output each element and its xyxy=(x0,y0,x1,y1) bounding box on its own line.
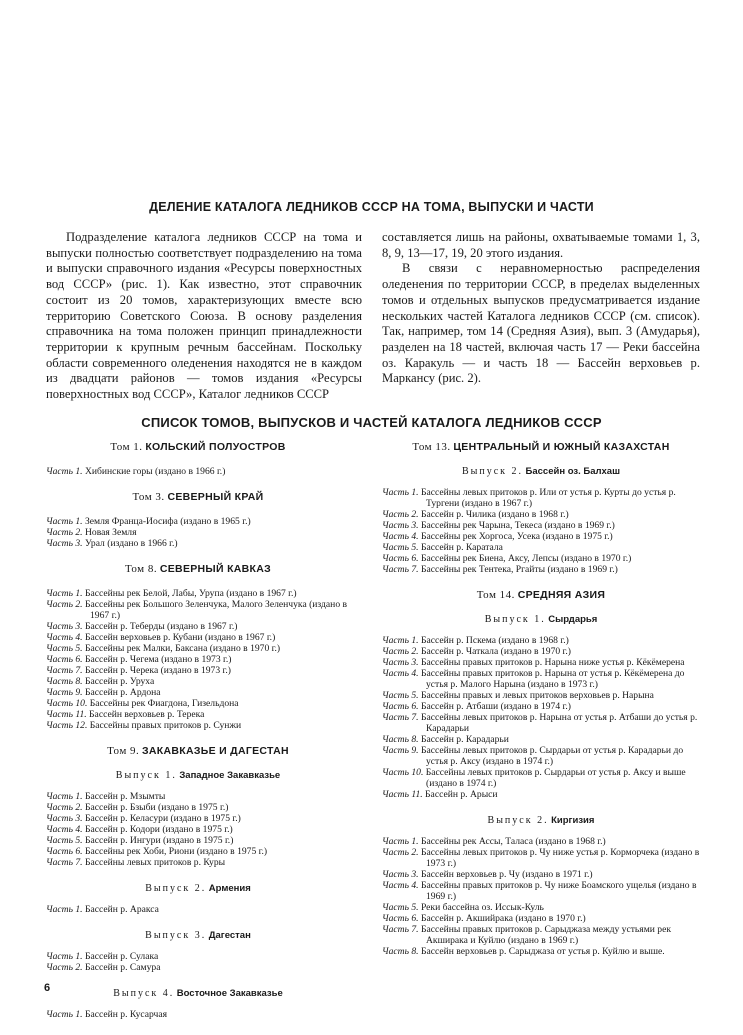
part-label: Часть 8. xyxy=(382,734,419,745)
list-title: СПИСОК ТОМОВ, ВЫПУСКОВ И ЧАСТЕЙ КАТАЛОГА ЛЕДНИКОВ СССР xyxy=(141,415,602,430)
volume-heading xyxy=(382,590,700,601)
part-label: Часть 8. xyxy=(46,676,83,687)
part-label: Часть 1. xyxy=(46,904,83,915)
volume-number: Том 9. xyxy=(107,745,140,757)
list-item xyxy=(46,824,350,835)
part-text: Бассейн р. Аракса xyxy=(84,904,159,915)
part-text: Бассейны правых притоков р. Нарына от устья р. Кёкёмерена до устья р. Малого Нарына (издано в 1973 г.) xyxy=(420,668,685,690)
part-label: Часть 9. xyxy=(46,687,83,698)
part-label: Часть 2. xyxy=(46,962,83,973)
list-item xyxy=(382,646,700,657)
part-label: Часть 1. xyxy=(382,635,419,646)
list-item xyxy=(46,687,350,698)
parts-list xyxy=(46,951,350,973)
issue-name: Киргизия xyxy=(551,815,595,826)
list-item xyxy=(46,857,350,868)
parts-list xyxy=(382,836,700,957)
part-text: Бассейн р. Карадарьи xyxy=(420,734,509,745)
part-label: Часть 4. xyxy=(46,632,83,643)
list-item xyxy=(46,599,350,621)
list-item xyxy=(46,720,350,731)
list-item xyxy=(382,542,700,553)
part-text: Бассейн р. Чилика (издано в 1968 г.) xyxy=(420,509,569,520)
volume-name: КОЛЬСКИЙ ПОЛУОСТРОВ xyxy=(145,441,286,453)
parts-list xyxy=(46,516,350,549)
part-label: Часть 7. xyxy=(46,665,83,676)
part-label: Часть 9. xyxy=(382,745,419,756)
parts-list xyxy=(46,588,350,731)
list-item xyxy=(382,657,700,668)
volume-number: Том 1. xyxy=(110,441,143,453)
part-label: Часть 7. xyxy=(382,712,419,723)
issue-heading xyxy=(382,614,700,625)
part-text: Бассейны рек Фиагдона, Гизельдона xyxy=(89,698,239,709)
list-item xyxy=(382,880,700,902)
part-text: Хибинские горы (издано в 1966 г.) xyxy=(84,466,226,477)
part-text: Бассейн р. Пскема (издано в 1968 г.) xyxy=(420,635,569,646)
list-item xyxy=(382,745,700,767)
part-label: Часть 1. xyxy=(382,487,419,498)
list-item xyxy=(382,924,700,946)
part-label: Часть 5. xyxy=(382,690,419,701)
section-title: ДЕЛЕНИЕ КАТАЛОГА ЛЕДНИКОВ СССР НА ТОМА, ВЫПУСКИ И ЧАСТИ xyxy=(149,200,594,214)
part-label: Часть 1. xyxy=(382,836,419,847)
part-text: Бассейны рек Ассы, Таласа (издано в 1968 г.) xyxy=(420,836,606,847)
part-label: Часть 1. xyxy=(46,516,83,527)
part-label: Часть 3. xyxy=(46,813,83,824)
issue-name: Дагестан xyxy=(208,930,251,941)
list-item xyxy=(46,709,350,720)
part-label: Часть 5. xyxy=(46,835,83,846)
volume-number: Том 8. xyxy=(124,563,158,575)
part-text: Бассейны левых притоков р. Нарына от устья р. Атбаши до устья р. Карадарьи xyxy=(420,712,698,734)
part-label: Часть 8. xyxy=(382,946,419,957)
part-label: Часть 7. xyxy=(382,564,419,575)
list-item xyxy=(382,712,700,734)
part-text: Бассейн р. Сулака xyxy=(84,951,159,962)
list-item xyxy=(46,802,350,813)
list-item xyxy=(382,789,700,800)
part-label: Часть 3. xyxy=(382,869,419,880)
list-item xyxy=(46,588,350,599)
part-text: Бассейн верховьев р. Кубани (издано в 1967 г.) xyxy=(84,632,276,643)
part-text: Бассейн р. Кусарчая xyxy=(84,1009,168,1020)
issue-label: Выпуск 3. xyxy=(145,930,207,941)
part-text: Земля Франца-Иосифа (издано в 1965 г.) xyxy=(84,516,251,527)
issue-label: Выпуск 1. xyxy=(115,770,177,781)
list-item xyxy=(382,487,700,509)
list-item xyxy=(46,835,350,846)
catalog-column-right xyxy=(382,442,700,972)
part-text: Бассейны рек Хоби, Риони (издано в 1975 г.) xyxy=(84,846,268,857)
part-text: Бассейн р. Уруха xyxy=(84,676,155,687)
part-label: Часть 7. xyxy=(382,924,419,935)
intro-paragraph-1: Подразделение каталога ледников СССР на тома и выпуски полностью соответствует подразделению на тома и выпуски справочного издания «Ресурсы поверхностных вод СССР» (рис. 1). Как известно, этот справочник состоит из 20 томов, характеризующих вместе всю территорию Советского Союза. В основу разделения справочника на тома положен принцип принадлежности территории к крупным речным бассейнам. Поскольку области современного оледенения находятся не в каждом из двадцати районов — томов издания «Ресурсы поверхностных вод СССР», Каталог ледников СССР xyxy=(46,230,362,402)
part-label: Часть 2. xyxy=(382,847,419,858)
part-text: Бассейны левых притоков р. Чу ниже устья р. Корморчека (издано в 1973 г.) xyxy=(420,847,700,869)
list-item xyxy=(382,902,700,913)
list-item xyxy=(46,516,350,527)
part-text: Бассейн р. Ардона xyxy=(84,687,161,698)
part-text: Бассейн р. Ингури (издано в 1975 г.) xyxy=(84,835,234,846)
part-text: Бассейны рек Большого Зеленчука, Малого Зеленчука (издано в 1967 г.) xyxy=(84,599,348,621)
part-label: Часть 12. xyxy=(46,720,88,731)
list-item xyxy=(46,813,350,824)
list-item xyxy=(382,635,700,646)
part-text: Бассейн р. Арыси xyxy=(425,789,498,800)
parts-list xyxy=(382,635,700,800)
part-text: Бассейны левых притоков р. Куры xyxy=(84,857,226,868)
issue-heading xyxy=(382,466,700,477)
list-item xyxy=(382,509,700,520)
part-label: Часть 5. xyxy=(46,643,83,654)
part-text: Бассейны правых притоков р. Чу ниже Боамского ущелья (издано в 1969 г.) xyxy=(420,880,697,902)
part-text: Новая Земля xyxy=(84,527,137,538)
part-text: Бассейны рек Чарына, Текеса (издано в 1969 г.) xyxy=(420,520,615,531)
issue-name: Бассейн оз. Балхаш xyxy=(525,466,621,477)
list-item xyxy=(46,951,350,962)
volume-name: ЗАКАВКАЗЬЕ И ДАГЕСТАН xyxy=(142,745,289,757)
list-item xyxy=(382,531,700,542)
part-label: Часть 1. xyxy=(46,1009,83,1020)
part-text: Бассейн р. Теберды (издано в 1967 г.) xyxy=(84,621,238,632)
list-item xyxy=(46,904,350,915)
issue-heading xyxy=(46,930,350,941)
part-text: Бассейны правых притоков р. Нарына ниже устья р. Кёкёмерена xyxy=(420,657,685,668)
issue-heading xyxy=(46,988,350,999)
part-label: Часть 4. xyxy=(382,531,419,542)
list-item xyxy=(46,466,350,477)
part-text: Бассейны левых притоков р. Сырдарьи от устья р. Аксу и выше (издано в 1974 г.) xyxy=(425,767,686,789)
parts-list xyxy=(382,487,700,575)
volume-heading xyxy=(382,442,700,453)
part-label: Часть 4. xyxy=(382,880,419,891)
volume-name: СЕВЕРНЫЙ КАВКАЗ xyxy=(159,563,272,575)
part-label: Часть 2. xyxy=(46,802,83,813)
intro-right-column xyxy=(382,230,700,387)
part-text: Бассейн р. Чаткала (издано в 1970 г.) xyxy=(420,646,572,657)
part-text: Бассейны рек Биена, Аксу, Лепсы (издано в 1970 г.) xyxy=(420,553,632,564)
intro-left-column xyxy=(46,230,362,403)
part-label: Часть 6. xyxy=(382,553,419,564)
list-item xyxy=(46,632,350,643)
volume-number: Том 14. xyxy=(476,589,515,601)
list-item xyxy=(382,690,700,701)
part-text: Бассейны правых притоков р. Сунжи xyxy=(89,720,242,731)
part-label: Часть 6. xyxy=(382,701,419,712)
list-item xyxy=(382,913,700,924)
part-text: Бассейн р. Черека (издано в 1973 г.) xyxy=(84,665,231,676)
list-item xyxy=(46,665,350,676)
volume-heading xyxy=(46,442,350,453)
issue-heading xyxy=(382,815,700,826)
part-label: Часть 10. xyxy=(382,767,424,778)
part-label: Часть 1. xyxy=(46,791,83,802)
volume-name: ЦЕНТРАЛЬНЫЙ И ЮЖНЫЙ КАЗАХСТАН xyxy=(453,441,670,453)
part-text: Бассейны правых притоков р. Сарыджаза между устьями рек Акширака и Куйлю (издано в 1969 г.) xyxy=(420,924,672,946)
part-text: Бассейн р. Келасури (издано в 1975 г.) xyxy=(84,813,241,824)
list-item xyxy=(382,564,700,575)
part-label: Часть 1. xyxy=(46,951,83,962)
list-item xyxy=(46,1009,350,1020)
list-item xyxy=(46,527,350,538)
issue-name: Западное Закавказье xyxy=(179,770,281,781)
list-item xyxy=(382,946,700,957)
part-label: Часть 3. xyxy=(46,538,83,549)
part-label: Часть 3. xyxy=(46,621,83,632)
list-item xyxy=(46,621,350,632)
issue-name: Восточное Закавказье xyxy=(176,988,283,999)
part-text: Бассейн верховьев р. Терека xyxy=(89,709,205,720)
part-label: Часть 3. xyxy=(382,657,419,668)
part-label: Часть 3. xyxy=(382,520,419,531)
list-item xyxy=(382,668,700,690)
part-label: Часть 6. xyxy=(382,913,419,924)
part-text: Бассейны левых притоков р. Или от устья р. Курты до устья р. Тургени (издано в 1967 г.) xyxy=(420,487,676,509)
list-item xyxy=(46,698,350,709)
list-item xyxy=(382,847,700,869)
part-label: Часть 2. xyxy=(382,646,419,657)
part-text: Бассейны рек Тентека, Ргайты (издано в 1969 г.) xyxy=(420,564,618,575)
part-text: Бассейн р. Каратала xyxy=(420,542,503,553)
list-item xyxy=(46,846,350,857)
volume-number: Том 13. xyxy=(412,441,451,453)
part-label: Часть 5. xyxy=(382,542,419,553)
part-text: Бассейн р. Чегема (издано в 1973 г.) xyxy=(84,654,232,665)
parts-list xyxy=(46,1009,350,1020)
page-number: 6 xyxy=(44,982,51,994)
part-label: Часть 1. xyxy=(46,466,83,477)
list-item xyxy=(382,836,700,847)
parts-list xyxy=(46,791,350,868)
part-text: Бассейн р. Кодори (издано в 1975 г.) xyxy=(84,824,233,835)
parts-list xyxy=(46,466,350,477)
volume-name: СРЕДНЯЯ АЗИЯ xyxy=(517,589,606,601)
volume-heading xyxy=(46,564,350,575)
list-item xyxy=(46,962,350,973)
issue-name: Сырдарья xyxy=(548,614,598,625)
part-label: Часть 11. xyxy=(382,789,423,800)
part-text: Бассейны рек Белой, Лабы, Урупа (издано в 1967 г.) xyxy=(84,588,297,599)
volume-name: СЕВЕРНЫЙ КРАЙ xyxy=(167,491,264,503)
part-label: Часть 4. xyxy=(46,824,83,835)
issue-name: Армения xyxy=(208,883,251,894)
part-label: Часть 10. xyxy=(46,698,88,709)
part-label: Часть 1. xyxy=(46,588,83,599)
list-item xyxy=(46,791,350,802)
list-item xyxy=(382,553,700,564)
issue-heading xyxy=(46,883,350,894)
part-label: Часть 11. xyxy=(46,709,87,720)
part-text: Бассейны правых и левых притоков верховьев р. Нарына xyxy=(420,690,654,701)
part-label: Часть 2. xyxy=(46,527,83,538)
list-item xyxy=(382,701,700,712)
part-text: Бассейн р. Мзымты xyxy=(84,791,166,802)
part-label: Часть 4. xyxy=(382,668,419,679)
part-text: Бассейны рек Малки, Баксана (издано в 1970 г.) xyxy=(84,643,281,654)
issue-label: Выпуск 2. xyxy=(145,883,207,894)
parts-list xyxy=(46,904,350,915)
part-label: Часть 6. xyxy=(46,654,83,665)
list-item xyxy=(46,654,350,665)
issue-label: Выпуск 2. xyxy=(487,815,549,826)
intro-paragraph-1-continued: составляется лишь на районы, охватываемые томами 1, 3, 8, 9, 13—17, 19, 20 этого издания. xyxy=(382,230,700,260)
part-text: Реки бассейна оз. Иссык-Куль xyxy=(420,902,544,913)
list-item xyxy=(382,734,700,745)
list-item xyxy=(382,869,700,880)
part-text: Бассейн р. Бзыби (издано в 1975 г.) xyxy=(84,802,229,813)
catalog-column-left xyxy=(46,442,350,1035)
issue-label: Выпуск 4. xyxy=(113,988,175,999)
volume-heading xyxy=(46,492,350,503)
part-label: Часть 2. xyxy=(46,599,83,610)
part-text: Бассейн верховьев р. Чу (издано в 1971 г.) xyxy=(420,869,593,880)
part-text: Бассейн верховьев р. Сарыджаза от устья р. Куйлю и выше. xyxy=(420,946,665,957)
issue-heading xyxy=(46,770,350,781)
part-text: Бассейны левых притоков р. Сырдарьи от устья р. Карадарьи до устья р. Аксу (издано в 1974 г.) xyxy=(420,745,684,767)
list-item xyxy=(46,643,350,654)
part-text: Бассейн р. Акшийрака (издано в 1970 г.) xyxy=(420,913,586,924)
part-text: Бассейны рек Хоргоса, Усека (издано в 1975 г.) xyxy=(420,531,613,542)
list-item xyxy=(46,676,350,687)
part-label: Часть 5. xyxy=(382,902,419,913)
part-text: Бассейн р. Самура xyxy=(84,962,161,973)
issue-label: Выпуск 1. xyxy=(484,614,546,625)
volume-number: Том 3. xyxy=(132,491,165,503)
list-item xyxy=(46,538,350,549)
list-item xyxy=(382,767,700,789)
part-label: Часть 6. xyxy=(46,846,83,857)
volume-heading xyxy=(46,746,350,757)
intro-paragraph-2: В связи с неравномерностью распределения оледенения по территории СССР, в пределах выделенных томов и отдельных выпусков предусматривается издание нескольких частей Каталога ледников СССР (см. список). Так, например, том 14 (Средняя Азия), вып. 3 (Амударья), разделен на 18 частей, включая часть 17 — Реки бассейна оз. Каракуль — и часть 18 — Бассейн верховьев р. Маркансу (рис. 2). xyxy=(382,261,700,386)
part-text: Бассейн р. Атбаши (издано в 1974 г.) xyxy=(420,701,571,712)
part-label: Часть 7. xyxy=(46,857,83,868)
list-item xyxy=(382,520,700,531)
issue-label: Выпуск 2. xyxy=(461,466,524,477)
part-label: Часть 2. xyxy=(382,509,419,520)
part-text: Урал (издано в 1966 г.) xyxy=(84,538,178,549)
